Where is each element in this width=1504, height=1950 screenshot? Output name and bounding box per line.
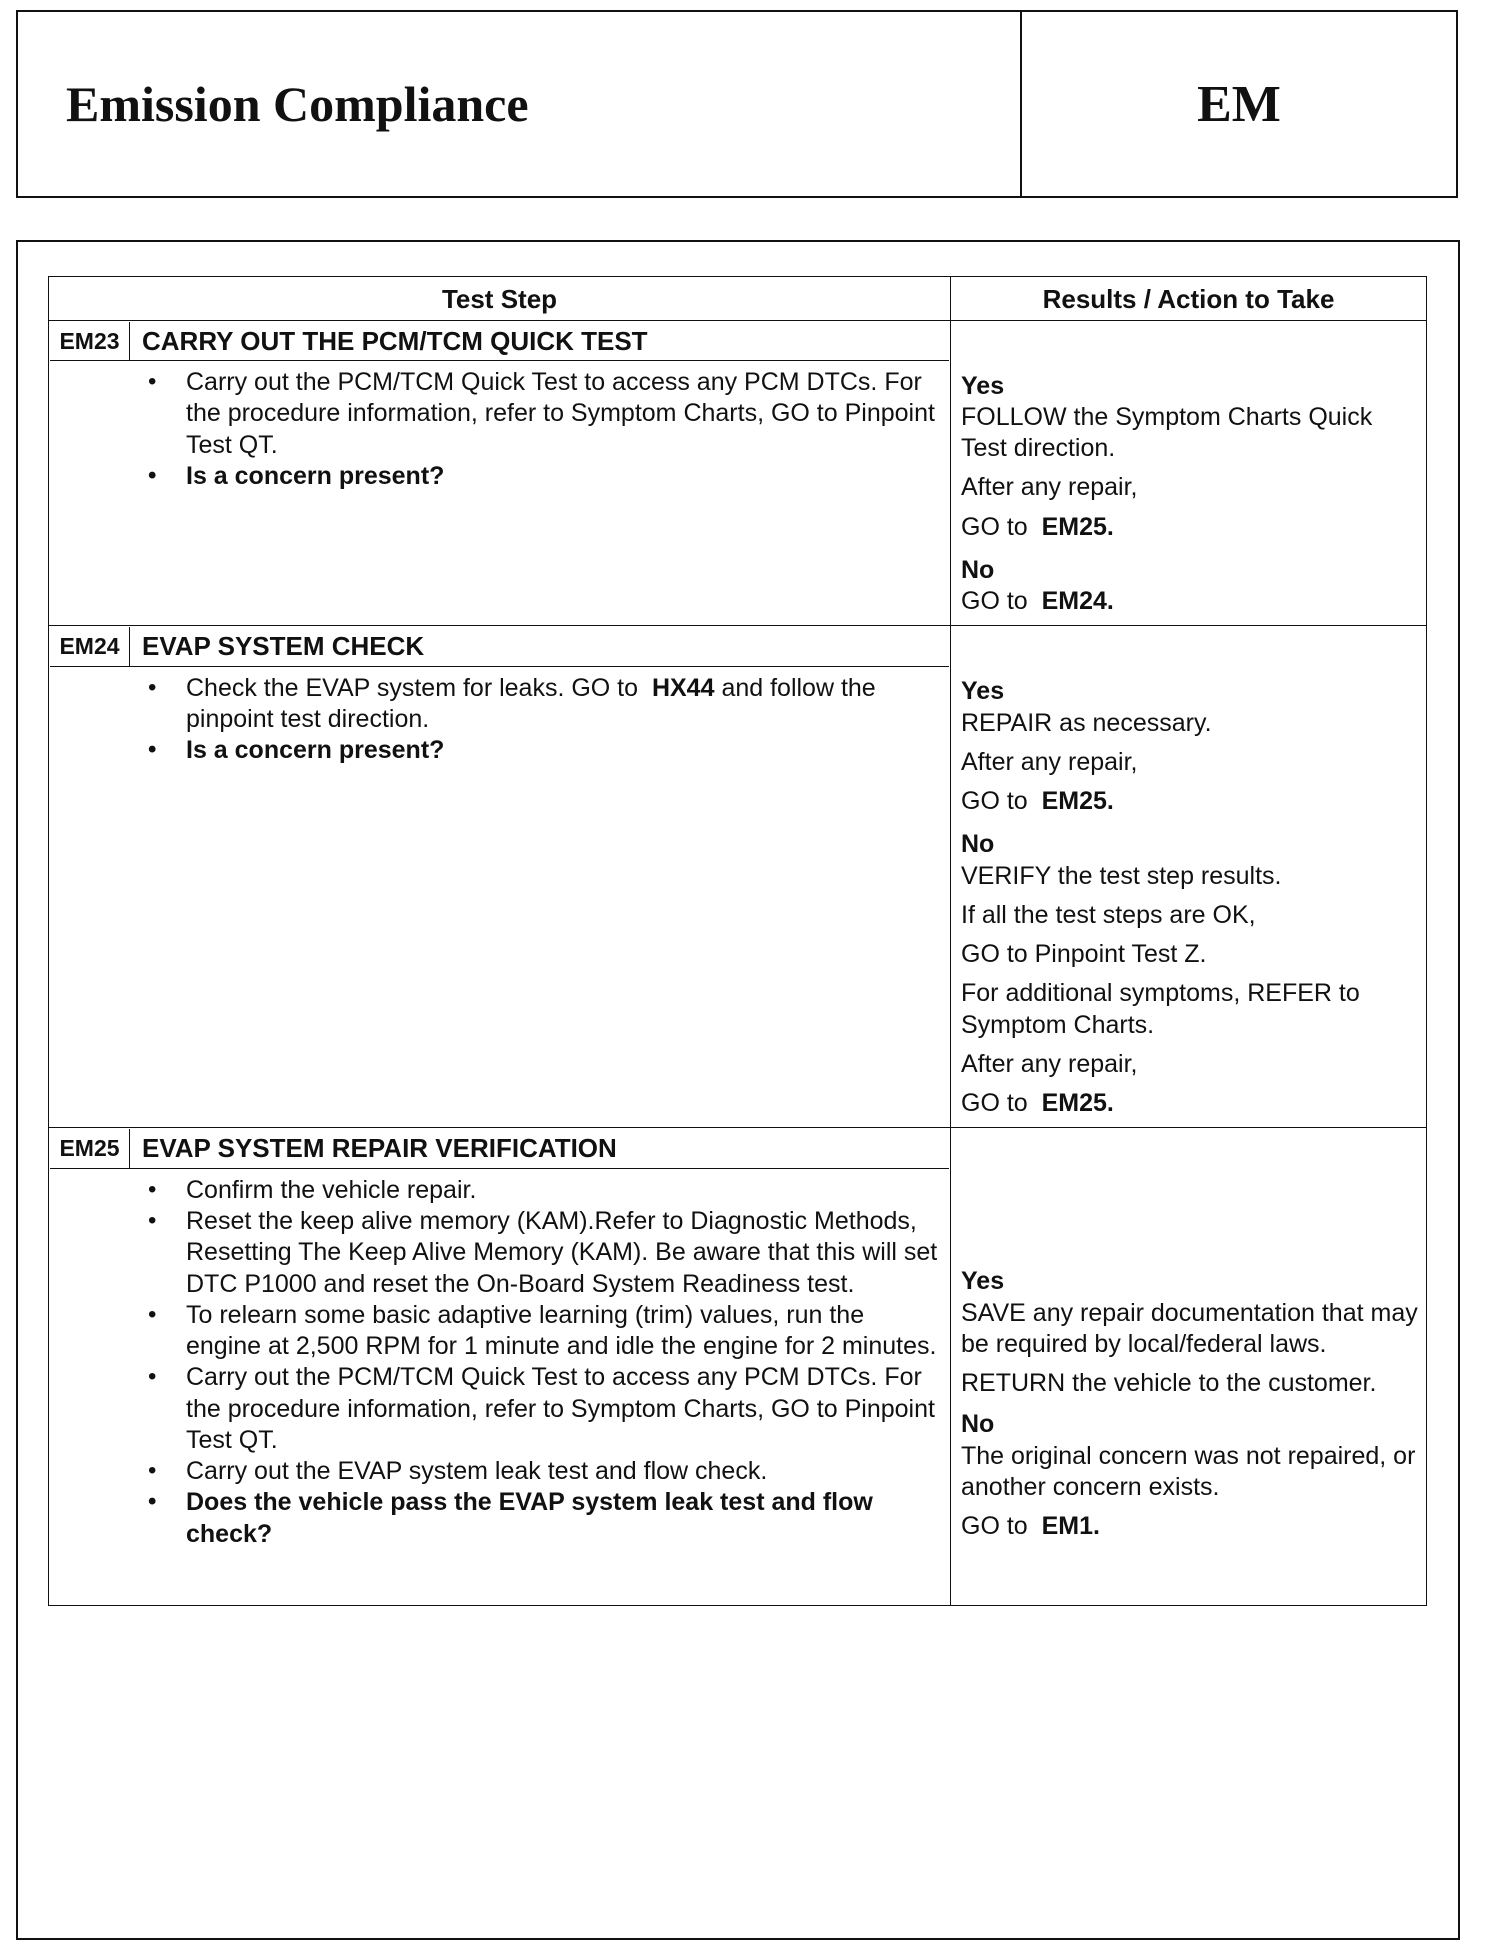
- step-reference: EM25.: [1041, 1089, 1114, 1117]
- result-text: If all the test steps are OK,: [961, 900, 1256, 929]
- step-title: CARRY OUT THE PCM/TCM QUICK TEST: [142, 325, 648, 356]
- step-reference: EM1.: [1041, 1512, 1100, 1540]
- step-instruction: • To relearn some basic adaptive learning (trim) values, run the engine at 2,500 RPM for 1 minute and idle the engine for 2 minutes.: [142, 1300, 939, 1363]
- step-body: [50, 361, 949, 500]
- instruction-text: and follow the pinpoint test direction.: [186, 673, 876, 733]
- step-question: • Is a concern present?: [142, 461, 939, 492]
- goto-line: [961, 586, 1420, 617]
- result-text: SAVE any repair documentation that may be required by local/federal laws.: [961, 1298, 1418, 1358]
- step-id: EM25: [50, 1129, 130, 1168]
- step-reference: EM24.: [1041, 587, 1114, 615]
- step-instruction: • Carry out the PCM/TCM Quick Test to access any PCM DTCs. For the procedure information, refer to Symptom Charts, GO to Pinpoint Test QT.: [142, 367, 939, 461]
- result-text: After any repair,: [961, 1049, 1138, 1078]
- result-text: REPAIR as necessary.: [961, 708, 1212, 737]
- step-instruction: [142, 673, 939, 736]
- page-header: [16, 10, 1458, 198]
- step-question: • Is a concern present?: [142, 735, 939, 766]
- result-cell: [951, 626, 1427, 1128]
- result-cell: [951, 320, 1427, 626]
- goto-line: [961, 1088, 1420, 1119]
- step-instruction: • Confirm the vehicle repair.: [142, 1175, 939, 1206]
- step-header: [50, 322, 949, 362]
- column-header-results: Results / Action to Take: [951, 277, 1427, 321]
- table-header-row: [49, 277, 1427, 321]
- step-instruction: • Reset the keep alive memory (KAM).Refer to Diagnostic Methods, Resetting The Keep Alive Memory (KAM). Be aware that this will set DTC P1000 and reset the On-Board System Readiness test.: [142, 1206, 939, 1300]
- no-label: No: [961, 830, 995, 859]
- step-title: EVAP SYSTEM CHECK: [142, 631, 425, 662]
- goto-line: [961, 1511, 1420, 1542]
- step-title: EVAP SYSTEM REPAIR VERIFICATION: [142, 1133, 617, 1164]
- no-label: No: [961, 555, 995, 584]
- result-text: After any repair,: [961, 747, 1138, 776]
- result-text: FOLLOW the Symptom Charts Quick Test direction.: [961, 402, 1373, 462]
- goto-text: GO to: [961, 512, 1028, 541]
- result-text: The original concern was not repaired, or another concern exists.: [961, 1441, 1416, 1501]
- test-step-cell: [49, 320, 951, 626]
- yes-label: Yes: [961, 677, 1005, 706]
- step-instruction: • Carry out the EVAP system leak test and flow check.: [142, 1456, 939, 1487]
- section-title: Emission Compliance: [66, 76, 529, 132]
- test-step-row: [49, 626, 1427, 1128]
- goto-line: [961, 512, 1420, 543]
- test-step-cell: [49, 1128, 951, 1606]
- yes-label: Yes: [961, 371, 1005, 400]
- instruction-text: Check the EVAP system for leaks. GO to: [186, 673, 639, 702]
- test-step-row: [49, 1128, 1427, 1606]
- result-text: VERIFY the test step results.: [961, 861, 1282, 890]
- step-question: • Does the vehicle pass the EVAP system leak test and flow check?: [142, 1487, 939, 1550]
- step-body: [50, 1169, 949, 1558]
- goto-text: GO to: [961, 787, 1028, 815]
- section-code: EM: [1020, 12, 1456, 196]
- result-text: GO to Pinpoint Test Z.: [961, 940, 1207, 968]
- diagnostic-table: [48, 276, 1427, 1606]
- step-id: EM23: [50, 322, 130, 361]
- no-label: No: [961, 1410, 995, 1439]
- column-header-test-step: Test Step: [49, 277, 951, 321]
- step-header: [50, 1129, 949, 1169]
- result-text: After any repair,: [961, 473, 1138, 502]
- test-step-cell: [49, 626, 951, 1128]
- step-reference: EM25.: [1041, 512, 1114, 541]
- result-cell: [951, 1128, 1427, 1606]
- goto-text: GO to: [961, 1512, 1028, 1540]
- step-reference: EM25.: [1041, 787, 1114, 815]
- goto-text: GO to: [961, 587, 1028, 615]
- goto-text: GO to: [961, 1089, 1028, 1117]
- result-text: RETURN the vehicle to the customer.: [961, 1369, 1377, 1397]
- result-text: For additional symptoms, REFER to Symptom Charts.: [961, 979, 1360, 1039]
- step-body: [50, 667, 949, 775]
- step-instruction: • Carry out the PCM/TCM Quick Test to access any PCM DTCs. For the procedure information, refer to Symptom Charts, GO to Pinpoint Test QT.: [142, 1362, 939, 1456]
- step-reference: HX44: [651, 673, 715, 702]
- yes-label: Yes: [961, 1267, 1005, 1296]
- test-step-row: [49, 320, 1427, 626]
- goto-line: [961, 786, 1420, 817]
- step-header: [50, 627, 949, 667]
- step-id: EM24: [50, 627, 130, 666]
